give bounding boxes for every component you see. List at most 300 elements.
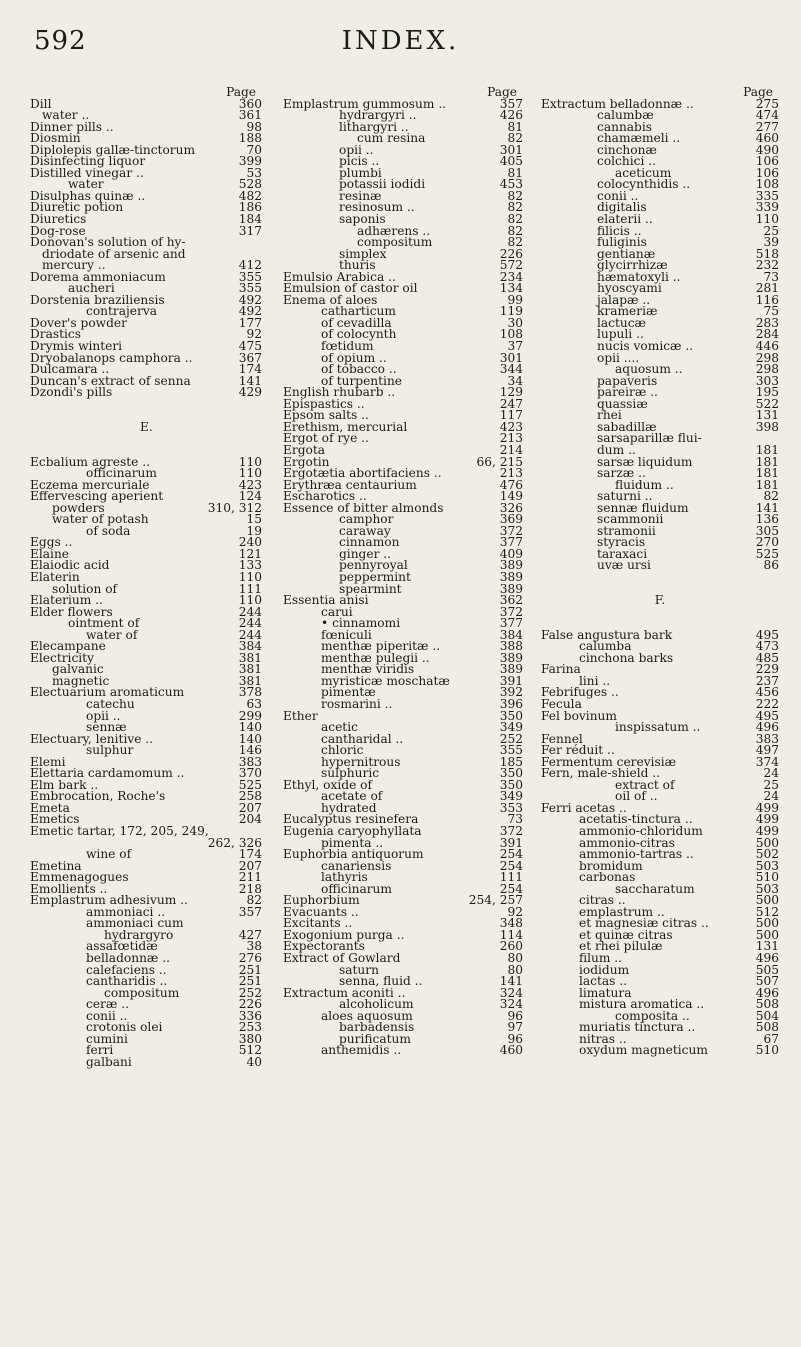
- entry-page: 19: [246, 523, 262, 538]
- index-entry: [30, 387, 262, 399]
- entry-page: 82: [507, 212, 523, 227]
- entry-term: assafœtidæ: [86, 939, 158, 954]
- entry-page: 229: [755, 662, 779, 677]
- entry-term: galbani: [86, 1054, 132, 1069]
- entry-term: Dryobalanops camphora ..: [30, 350, 193, 365]
- entry-term: Dover's powder: [30, 315, 127, 330]
- entry-term: Emulsion of castor oil: [283, 281, 418, 296]
- entry-term: aceticum: [615, 165, 672, 180]
- entry-term: carbonas: [579, 870, 636, 885]
- entry-page: 377: [499, 535, 523, 550]
- index-entry: [541, 96, 779, 111]
- entry-term: Enema of aloes: [283, 292, 378, 307]
- index-entry: [541, 110, 779, 122]
- entry-term: Emulsio Arabica ..: [283, 269, 396, 284]
- index-entry: [283, 364, 523, 376]
- entry-term: False angustura bark: [541, 627, 673, 642]
- entry-page: 525: [755, 546, 779, 561]
- index-entry: [541, 881, 779, 896]
- index-entry: [541, 1022, 779, 1034]
- entry-term: wine of: [86, 847, 132, 862]
- entry-page: 82: [507, 223, 523, 238]
- index-entry: [283, 604, 523, 619]
- entry-term: Elaterin: [30, 569, 80, 584]
- entry-page: 572: [499, 258, 523, 273]
- entry-page: 119: [499, 304, 523, 319]
- index-entry: [283, 292, 523, 307]
- entry-page: 383: [238, 754, 262, 769]
- entry-term: Elecampane: [30, 639, 106, 654]
- index-entry: [541, 627, 779, 642]
- entry-term: Emetina: [30, 858, 82, 873]
- entry-term: Electuary, lenitive ..: [30, 731, 154, 746]
- index-entry: [541, 537, 779, 549]
- entry-page: 392: [499, 685, 523, 700]
- entry-term: water: [68, 177, 104, 192]
- index-entry: [541, 237, 779, 249]
- entry-page: 389: [499, 650, 523, 665]
- entry-page: 131: [755, 408, 779, 423]
- entry-term: calefaciens ..: [86, 962, 167, 977]
- entry-page: 374: [755, 754, 779, 769]
- entry-page: 252: [499, 731, 523, 746]
- entry-term: compositum: [357, 235, 433, 250]
- index-entry: [30, 165, 262, 180]
- entry-page: 370: [238, 766, 262, 781]
- index-entry: [283, 731, 523, 746]
- index-entry: [283, 673, 523, 688]
- entry-term: Evacuants ..: [283, 904, 359, 919]
- entry-term: Embrocation, Roche's: [30, 789, 166, 804]
- entry-page: 38: [246, 939, 262, 954]
- entry-term: Emeta: [30, 800, 70, 815]
- entry-page: 350: [499, 777, 523, 792]
- entry-page: 412: [238, 258, 262, 273]
- index-entry: [30, 731, 262, 746]
- index-entry: [541, 777, 779, 792]
- index-entry: [30, 618, 262, 630]
- entry-term: uvæ ursi: [597, 558, 651, 573]
- entry-term: of cevadilla: [321, 315, 392, 330]
- entry-page: 82: [507, 131, 523, 146]
- entry-page: 475: [238, 339, 262, 354]
- entry-term: nitras ..: [579, 1031, 627, 1046]
- entry-term: Dzondi's pills: [30, 385, 113, 400]
- entry-page: 15: [246, 512, 262, 527]
- index-entry: [30, 708, 262, 723]
- entry-term: cinnamon: [339, 535, 400, 550]
- index-entry: [283, 569, 523, 584]
- entry-page: 496: [755, 951, 779, 966]
- entry-term: Duncan's extract of senna: [30, 373, 191, 388]
- entry-page: 141: [238, 373, 262, 388]
- index-entry: [283, 179, 523, 191]
- entry-term: Ergotin: [283, 454, 330, 469]
- entry-page: 482: [238, 188, 262, 203]
- entry-page: 508: [755, 997, 779, 1012]
- entry-term: scammonii: [597, 512, 664, 527]
- entry-term: canariensis: [321, 858, 392, 873]
- entry-page: 281: [755, 281, 779, 296]
- entry-term: chloric: [321, 743, 364, 758]
- entry-page: 389: [499, 569, 523, 584]
- entry-term: ammonio-tartras ..: [579, 847, 694, 862]
- entry-page: 114: [499, 927, 523, 942]
- entry-term: emplastrum ..: [579, 904, 665, 919]
- entry-page: 218: [238, 881, 262, 896]
- entry-term: Distilled vinegar ..: [30, 165, 144, 180]
- entry-page: 301: [499, 350, 523, 365]
- index-entry: [283, 315, 523, 330]
- index-entry: [541, 179, 779, 191]
- entry-page: 499: [755, 824, 779, 838]
- index-entry: [30, 687, 262, 699]
- entry-term: Elder flowers: [30, 604, 113, 619]
- entry-term: Dorstenia braziliensis: [30, 292, 165, 307]
- entry-term: lini ..: [579, 673, 611, 688]
- entry-term: Ergot of rye ..: [283, 431, 369, 446]
- entry-term: compositum: [104, 985, 180, 1000]
- index-entry: [541, 941, 779, 953]
- entry-term: sennæ fluidum: [597, 500, 689, 515]
- index-entry: [541, 214, 779, 226]
- entry-term: Exogonium purga ..: [283, 927, 405, 942]
- entry-page: 409: [499, 546, 523, 561]
- index-entry: [283, 306, 523, 318]
- entry-page: 240: [238, 535, 262, 550]
- entry-page: 510: [755, 1043, 779, 1058]
- entry-term: rhei: [597, 408, 622, 423]
- entry-page: 121: [238, 546, 262, 561]
- entry-page: 350: [499, 766, 523, 781]
- entry-page: 301: [499, 142, 523, 157]
- index-entry: [541, 962, 779, 977]
- entry-term: officinarum: [321, 881, 392, 896]
- entry-page: 134: [499, 281, 523, 296]
- index-entry: [541, 315, 779, 330]
- section-letter-text: E.: [140, 419, 153, 434]
- entry-term: driodate of arsenic and: [42, 246, 186, 261]
- entry-term: contrajerva: [86, 304, 157, 319]
- entry-term: hydrargyri ..: [339, 108, 417, 123]
- index-entry: [283, 350, 523, 365]
- entry-term: citras ..: [579, 893, 626, 908]
- entry-term: Elettaria cardamomum ..: [30, 766, 185, 781]
- entry-page: 254, 257: [468, 893, 523, 908]
- entry-page: 237: [755, 673, 779, 688]
- entry-term: ammoniaci cum: [86, 916, 184, 931]
- entry-page: 140: [238, 720, 262, 735]
- entry-term: alcoholicum: [339, 997, 414, 1012]
- entry-page: 75: [763, 304, 779, 319]
- entry-term: peppermint: [339, 569, 411, 584]
- entry-page: 339: [755, 200, 779, 215]
- entry-term: stramonii: [597, 523, 656, 538]
- entry-term: krameriæ: [597, 304, 658, 319]
- entry-term: Fecula: [541, 696, 582, 711]
- entry-page: 111: [238, 581, 262, 596]
- column-heading: Page: [487, 85, 517, 99]
- entry-term: water of potash: [52, 512, 149, 527]
- entry-page: 63: [246, 696, 262, 711]
- entry-term: cantharidal ..: [321, 731, 404, 746]
- entry-page: 214: [499, 442, 523, 457]
- entry-term: potassii iodidi: [339, 177, 426, 192]
- entry-term: officinarum: [86, 466, 157, 481]
- entry-term: filum ..: [579, 951, 623, 966]
- entry-term: Excitants ..: [283, 916, 353, 931]
- index-entry: [541, 664, 779, 676]
- entry-page: 372: [499, 523, 523, 538]
- entry-page: 185: [499, 754, 523, 769]
- entry-page: 367: [238, 350, 262, 365]
- entry-term: saturni ..: [597, 489, 653, 504]
- index-entry: [541, 223, 779, 238]
- entry-page: 82: [507, 235, 523, 250]
- entry-page: 244: [238, 616, 262, 631]
- entry-term: thuris: [339, 258, 376, 273]
- entry-page: 383: [755, 731, 779, 746]
- entry-page: 504: [755, 1008, 779, 1023]
- entry-page: 277: [755, 119, 779, 134]
- index-entry: [30, 999, 262, 1011]
- entry-term: et rhei pilulæ: [579, 939, 663, 954]
- entry-page: 453: [499, 177, 523, 192]
- entry-page: 350: [499, 708, 523, 723]
- entry-term: calumba: [579, 639, 632, 654]
- entry-page: 391: [499, 835, 523, 850]
- entry-page: 260: [499, 939, 523, 954]
- entry-term: lithargyri ..: [339, 119, 409, 134]
- entry-term: Eczema mercuriale: [30, 477, 150, 492]
- entry-term: catharticum: [321, 304, 396, 319]
- entry-term: Dorema ammoniacum: [30, 269, 166, 284]
- entry-page: 510: [755, 870, 779, 885]
- entry-term: lathyris: [321, 870, 368, 885]
- index-entry: [283, 500, 523, 515]
- entry-page: 492: [238, 292, 262, 307]
- entry-term: of opium ..: [321, 350, 387, 365]
- entry-term: Extractum aconiti ..: [283, 985, 406, 1000]
- entry-page: 82: [507, 188, 523, 203]
- entry-term: Electricity: [30, 650, 94, 665]
- index-entry: [283, 246, 523, 261]
- entry-term: conii ..: [597, 188, 639, 203]
- index-entry: [283, 618, 523, 630]
- entry-term: Emetics: [30, 812, 80, 827]
- entry-page: 497: [755, 743, 779, 758]
- entry-page: 474: [755, 108, 779, 123]
- entry-page: 25: [763, 223, 779, 238]
- entry-term: iodidum: [579, 962, 630, 977]
- index-entry: [283, 791, 523, 803]
- index-entry: [283, 826, 523, 838]
- entry-page: 211: [238, 870, 262, 885]
- entry-page: 324: [499, 997, 523, 1012]
- entry-term: calumbæ: [597, 108, 654, 123]
- index-entry: [283, 708, 523, 723]
- index-entry: [541, 454, 779, 469]
- entry-term: catechu: [86, 696, 135, 711]
- entry-page: 270: [755, 535, 779, 550]
- index-entry: [541, 849, 779, 861]
- entry-page: 317: [238, 223, 262, 238]
- entry-term: ammonio-citras: [579, 835, 675, 850]
- entry-term: caraway: [339, 523, 391, 538]
- entry-term: composita ..: [615, 1008, 690, 1023]
- running-header: [0, 26, 801, 66]
- entry-page: 234: [499, 269, 523, 284]
- entry-page: 207: [238, 800, 262, 815]
- entry-page: 149: [499, 489, 523, 504]
- entry-page: 426: [499, 108, 523, 123]
- entry-page: 133: [238, 558, 262, 573]
- entry-page: 389: [499, 581, 523, 596]
- entry-page: 96: [507, 1031, 523, 1046]
- entry-term: barbadensis: [339, 1020, 415, 1035]
- entry-page: 181: [755, 477, 779, 492]
- entry-term: saturn: [339, 962, 379, 977]
- entry-term: Eugenia caryophyllata: [283, 824, 422, 838]
- entry-term: papaveris: [597, 373, 658, 388]
- entry-term: resinosum ..: [339, 200, 415, 215]
- entry-page: 377: [499, 616, 523, 631]
- entry-page: 500: [755, 916, 779, 931]
- entry-page: 24: [763, 789, 779, 804]
- entry-page: 372: [499, 824, 523, 838]
- index-entry: [283, 953, 523, 965]
- entry-page: 326: [499, 500, 523, 515]
- entry-term: et quinæ citras: [579, 927, 673, 942]
- entry-term: Diplolepis gallæ-tinctorum: [30, 142, 196, 157]
- index-entry: [541, 523, 779, 538]
- entry-page: 502: [755, 847, 779, 862]
- index-entry: [541, 560, 779, 572]
- index-entry: [283, 514, 523, 526]
- entry-term: English rhubarb ..: [283, 385, 396, 400]
- entry-page: 66, 215: [476, 454, 523, 469]
- entry-term: saccharatum: [615, 881, 695, 896]
- entry-term: camphor: [339, 512, 394, 527]
- entry-page: 380: [238, 1031, 262, 1046]
- entry-term: Ether: [283, 708, 318, 723]
- entry-term: mistura aromatica ..: [579, 997, 705, 1012]
- entry-term: 262, 326: [207, 835, 262, 850]
- entry-term: Epsom salts ..: [283, 408, 369, 423]
- entry-page: 378: [238, 685, 262, 700]
- entry-term: oxydum magneticum: [579, 1043, 708, 1058]
- entry-term: ammoniaci ..: [86, 904, 166, 919]
- entry-term: hyoscyami: [597, 281, 662, 296]
- entry-term: Drastics: [30, 327, 81, 342]
- entry-page: 423: [499, 419, 523, 434]
- spacer: [541, 572, 779, 584]
- entry-page: 398: [755, 419, 779, 434]
- entry-term: muriatis tinctura ..: [579, 1020, 696, 1035]
- entry-term: • cinnamomi: [321, 616, 401, 631]
- entry-term: glycirrhizæ: [597, 258, 668, 273]
- entry-term: inspissatum ..: [615, 720, 701, 735]
- entry-term: fœtidum: [321, 339, 374, 354]
- index-entry: [30, 1031, 262, 1046]
- index-entry: [541, 858, 779, 873]
- entry-page: 174: [238, 847, 262, 862]
- index-entry: [30, 1045, 262, 1057]
- entry-page: 528: [238, 177, 262, 192]
- entry-term: jalapæ ..: [597, 292, 651, 307]
- entry-term: Donovan's solution of hy-: [30, 235, 186, 250]
- index-entry: [541, 202, 779, 214]
- index-entry: [283, 1045, 523, 1057]
- entry-term: ammonio-chloridum: [579, 824, 703, 838]
- entry-page: 146: [238, 743, 262, 758]
- entry-page: 507: [755, 974, 779, 989]
- entry-term: Dill: [30, 96, 52, 111]
- entry-term: cinchonæ: [597, 142, 657, 157]
- entry-page: 116: [755, 292, 779, 307]
- entry-term: Ferri acetas ..: [541, 800, 627, 815]
- entry-term: plumbi: [339, 165, 382, 180]
- index-entry: [30, 269, 262, 284]
- entry-page: 518: [755, 246, 779, 261]
- entry-term: Drymis winteri: [30, 339, 123, 354]
- entry-page: 106: [755, 165, 779, 180]
- entry-page: 355: [238, 281, 262, 296]
- index-entry: [30, 514, 262, 526]
- entry-term: Dulcamara ..: [30, 362, 110, 377]
- entry-term: of soda: [86, 523, 131, 538]
- entry-term: Fern, male-shield ..: [541, 766, 661, 781]
- entry-term: cantharidis ..: [86, 974, 168, 989]
- entry-term: oil of ..: [615, 789, 658, 804]
- entry-page: 226: [499, 246, 523, 261]
- entry-page: 92: [507, 904, 523, 919]
- entry-term: Elm bark ..: [30, 777, 99, 792]
- entry-term: lactas ..: [579, 974, 628, 989]
- entry-page: 355: [238, 269, 262, 284]
- entry-term: sulphuric: [321, 766, 380, 781]
- index-entry: [283, 777, 523, 792]
- index-entry: [541, 306, 779, 318]
- entry-term: hydrargyro: [104, 927, 174, 942]
- index-entry: [283, 202, 523, 214]
- entry-page: 446: [755, 339, 779, 354]
- entry-term: purificatum: [339, 1031, 411, 1046]
- entry-term: et magnesiæ citras ..: [579, 916, 709, 931]
- entry-page: 110: [238, 466, 262, 481]
- entry-page: 258: [238, 789, 262, 804]
- entry-term: dum ..: [597, 442, 636, 457]
- index-entry: [541, 133, 779, 145]
- entry-term: colocynthidis ..: [597, 177, 691, 192]
- entry-term: Diuretics: [30, 212, 87, 227]
- entry-page: 188: [238, 131, 262, 146]
- entry-page: 357: [499, 96, 523, 111]
- entry-page: 184: [238, 212, 262, 227]
- entry-page: 80: [507, 962, 523, 977]
- index-entry: [541, 283, 779, 295]
- entry-term: Eucalyptus resinefera: [283, 812, 419, 827]
- entry-term: Emmenagogues: [30, 870, 129, 885]
- entry-page: 244: [238, 627, 262, 642]
- entry-term: Escharotics ..: [283, 489, 367, 504]
- index-entry: [283, 133, 523, 145]
- entry-page: 525: [238, 777, 262, 792]
- index-entry: [283, 849, 523, 861]
- entry-page: 372: [499, 604, 523, 619]
- entry-page: 108: [499, 327, 523, 342]
- entry-page: 361: [238, 108, 262, 123]
